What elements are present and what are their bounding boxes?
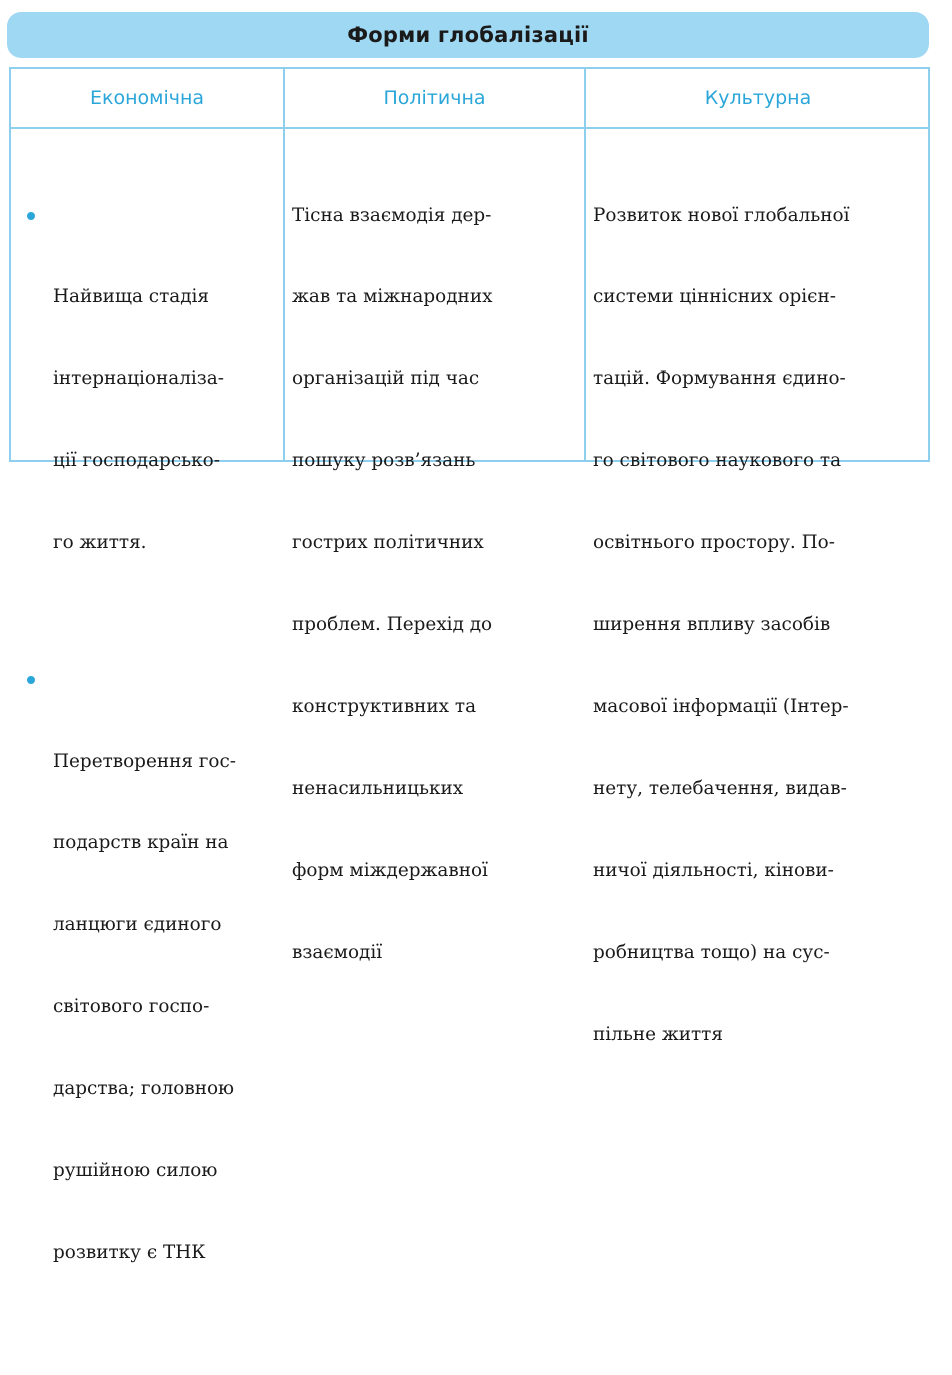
header-political: Політична bbox=[383, 87, 486, 109]
title-bar bbox=[7, 12, 929, 58]
text-line: ненасильницьких bbox=[292, 777, 464, 799]
text-line: подарств країн на bbox=[53, 832, 229, 854]
text-line: пошуку розв’язань bbox=[292, 450, 476, 472]
text-line: ничої діяльності, кінови- bbox=[593, 859, 834, 881]
text-line: ланцюги єдиного bbox=[53, 914, 222, 936]
header-divider bbox=[11, 127, 928, 129]
text-line: жав та міжнародних bbox=[292, 286, 493, 308]
header-cultural: Культурна bbox=[704, 87, 812, 109]
cell-political bbox=[292, 147, 492, 1021]
text-line: ширення впливу засобів bbox=[593, 614, 831, 636]
globalization-table bbox=[9, 67, 930, 1263]
text-line: форм міждержавної bbox=[292, 859, 488, 881]
text-line: конструктивних та bbox=[292, 695, 477, 717]
text-line: світового госпо- bbox=[53, 996, 210, 1018]
text-line: го світового наукового та bbox=[593, 450, 842, 472]
text-line: дарства; головною bbox=[53, 1078, 235, 1100]
bullet-icon bbox=[27, 212, 35, 220]
text-line: нету, телебачення, видав- bbox=[593, 777, 847, 799]
list-item bbox=[53, 202, 236, 611]
cell-economic bbox=[53, 147, 236, 1375]
text-line: Перетворення гос- bbox=[53, 750, 237, 772]
text-line: системи ціннісних орієн- bbox=[593, 286, 836, 308]
text-line: Тісна взаємодія дер- bbox=[292, 204, 492, 226]
text-line: взаємодії bbox=[292, 941, 383, 963]
text-line: пільне життя bbox=[593, 1023, 723, 1045]
text-line: організацій під час bbox=[292, 368, 480, 390]
text-line: інтернаціоналіза- bbox=[53, 368, 224, 390]
text-line: Розвиток нової глобальної bbox=[593, 204, 850, 226]
text-line: тацій. Формування єдино- bbox=[593, 368, 846, 390]
cell-cultural bbox=[593, 147, 850, 1102]
bullet-icon bbox=[27, 676, 35, 684]
text-line: го життя. bbox=[53, 532, 147, 554]
text-line: гострих політичних bbox=[292, 532, 484, 554]
text-line: ції господарсько- bbox=[53, 450, 220, 472]
table-title: Форми глобалізації bbox=[347, 23, 589, 47]
text-line: освітнього простору. По- bbox=[593, 532, 835, 554]
text-line: робництва тощо) на сус- bbox=[593, 941, 830, 963]
text-line: Найвища стадія bbox=[53, 286, 210, 308]
text-line: розвитку є ТНК bbox=[53, 1241, 206, 1263]
list-item bbox=[53, 666, 236, 1321]
text-line: проблем. Перехід до bbox=[292, 614, 493, 636]
text-line: рушійною силою bbox=[53, 1159, 218, 1181]
header-economic: Економічна bbox=[89, 87, 205, 109]
text-line: масової інформації (Інтер- bbox=[593, 695, 849, 717]
